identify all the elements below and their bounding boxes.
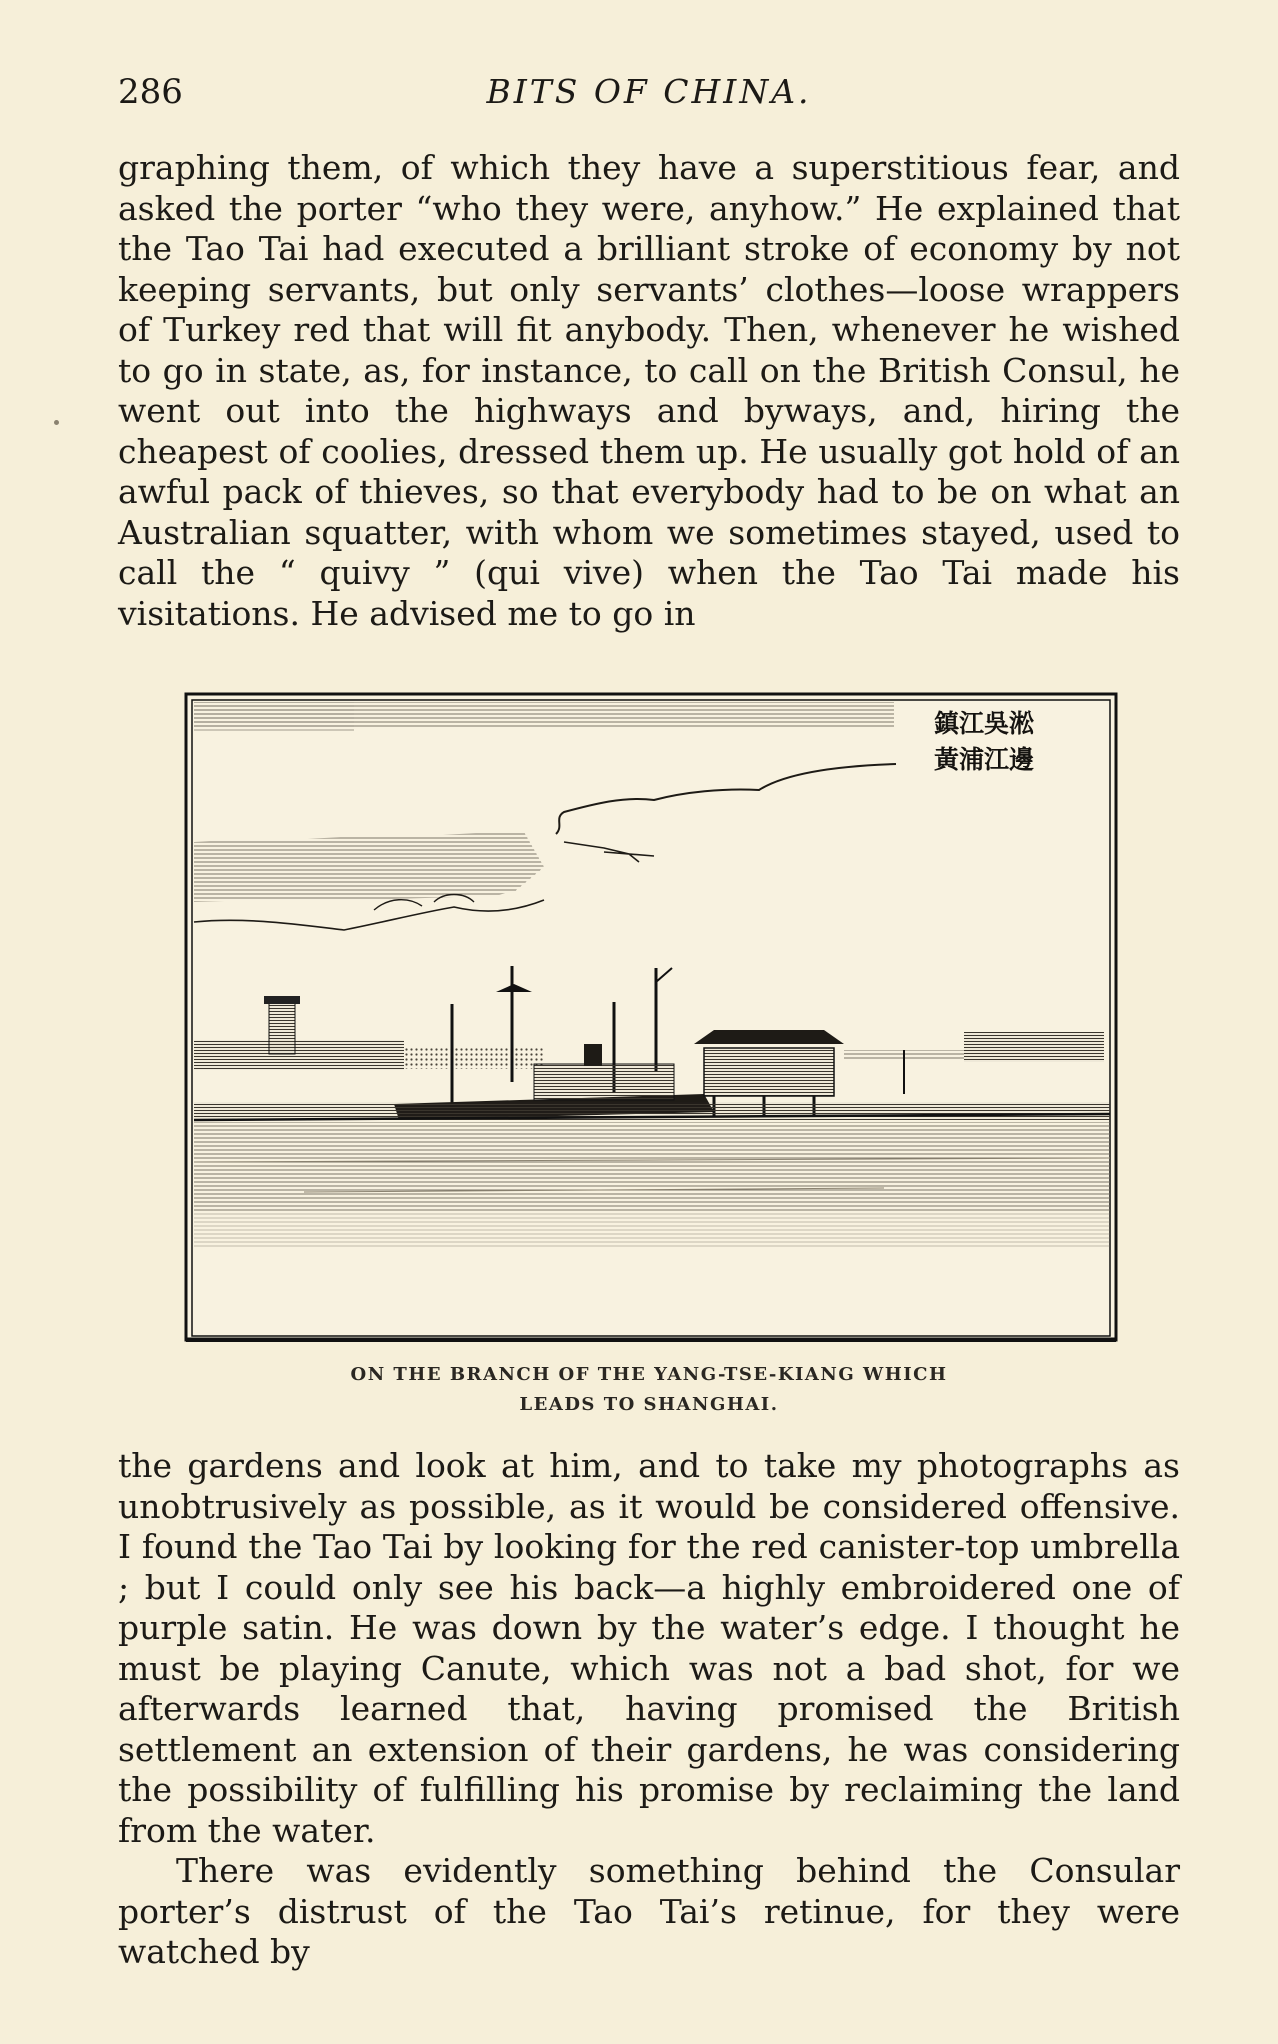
chinese-inscription-line1: 鎮江吳淞 [934,709,1035,738]
cloud-band [194,832,544,902]
page-number: 286 [118,72,183,112]
caption-line-1: ON THE BRANCH OF THE YANG-TSE-KIANG WHICH [350,1364,948,1385]
chinese-inscription-line2: 黃浦江邊 [934,745,1035,774]
ink-smudge [54,420,59,425]
body-text-top [118,148,1180,634]
illustration [184,692,1118,1342]
caption-line-2: LEADS TO SHANGHAI. [519,1394,779,1415]
town-skyline [194,1040,404,1070]
paragraph-top: graphing them, of which they have a superstitious fear, and asked the porter “who they were, anyhow.” He explained that the Tao Tai had executed a brilliant stroke of economy by not keeping servants, but only servants’ clothes—loose wrappers of Turkey red that will fit anybody. Then, whenever he wished to go in state, as, for instance, to call on the British Consul, he went out into the highways and byways, and, hiring the cheapest of coolies, dressed them up. He usually got hold of an awful pack of thieves, so that everybody had to be on what an Australian squatter, with whom we sometimes stayed, used to call the “ quivy ” (qui vive) when the Tao Tai made his visitations. He advised me to go in [118,148,1180,633]
watch-tower [269,1002,295,1054]
running-title: BITS OF CHINA. [486,72,812,111]
river-water [194,1122,1110,1212]
paragraph-bottom-1: the gardens and look at him, and to take my photographs as unobtrusively as possible, as it would be considered offensive. I found the Tao Tai by looking for the red canister-top umbrella ; but I could only see his back—a highly embroidered one of purple satin. He was down by the water’s edge. I thought he must be playing Canute, which was not a bad shot, for we afterwards learned that, having promised the British settlement an extension of their gardens, he was considering the possibility of fulfilling his promise by reclaiming the land from the water. [118,1446,1180,1850]
jetty-pavilion [704,1048,834,1096]
running-head [118,72,1180,124]
paragraph-bottom-2: There was evidently something behind the Consular porter’s distrust of the Tao Tai’s retinue, for they were watched by [118,1851,1180,1971]
illustration-caption [280,1360,1018,1420]
body-text-bottom [118,1446,1180,1973]
